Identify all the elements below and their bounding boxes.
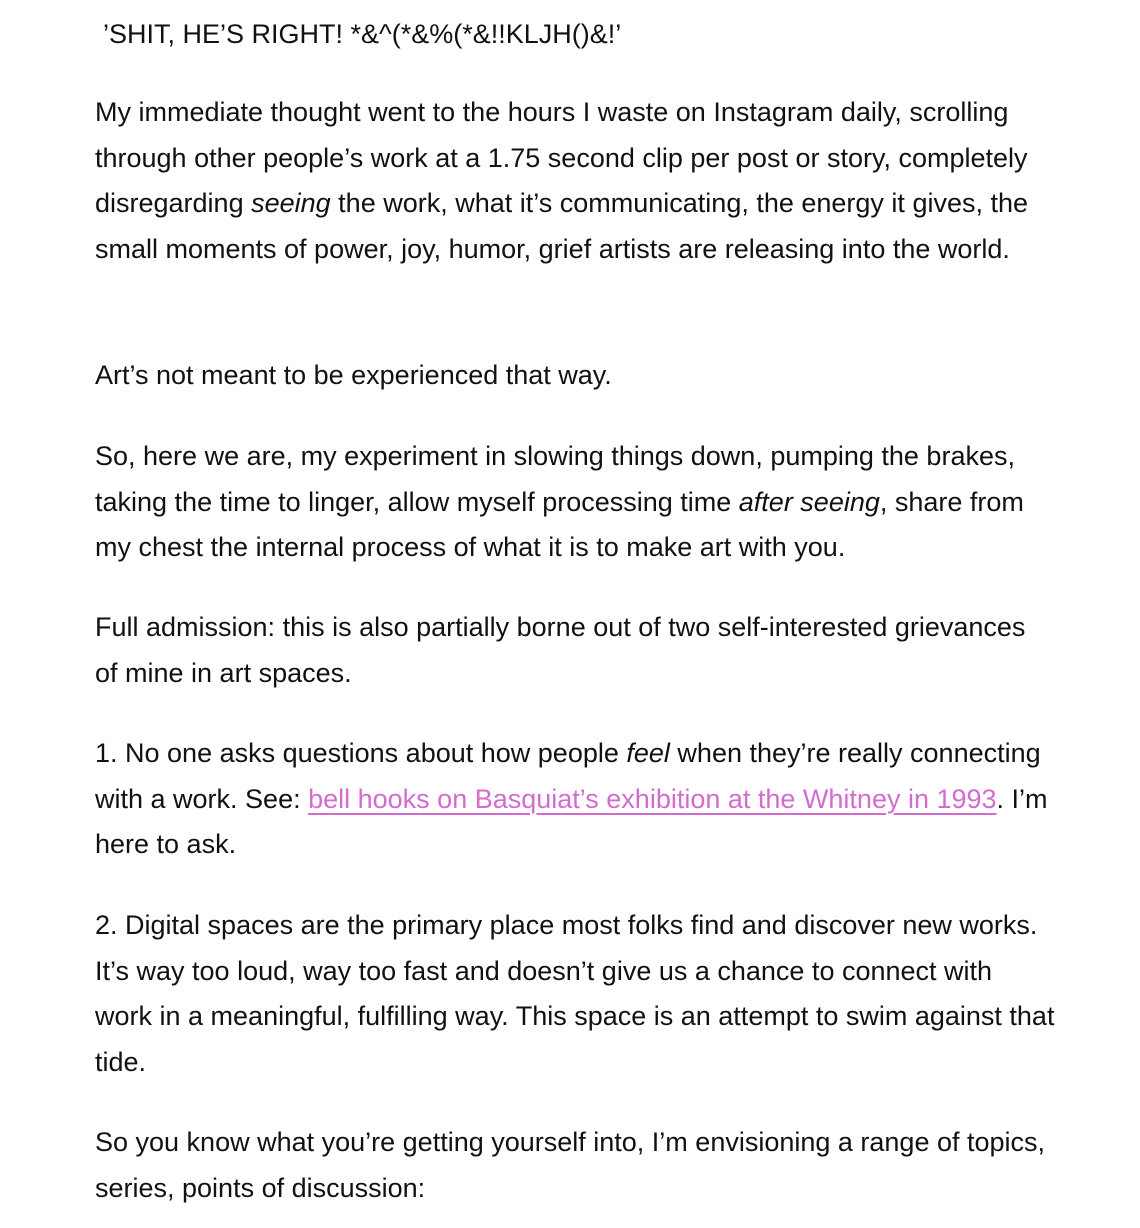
emphasis-text: after seeing xyxy=(738,486,880,517)
list-item-grievance-2: 2. Digital spaces are the primary place most folks find and discover new works. It’s way too loud, way too fast and doesn’t give us a chance to connect with work in a meaningful, fulfilling way. This space is an attempt to swim against that tide. xyxy=(95,910,1055,1077)
paragraph-range-of-topics: So you know what you’re getting yourself into, I’m envisioning a range of topics, series, points of discussion: xyxy=(95,1127,1046,1203)
paragraph-text: So, here we are, my experiment in slowing things down, pumping the brakes, taking the time to linger, allow myself processing time xyxy=(95,441,1015,517)
list-item-grievance-1 xyxy=(95,731,1055,868)
paragraph-slowing-down xyxy=(95,434,1055,571)
paragraph-art-not-meant: Art’s not meant to be experienced that way. xyxy=(95,360,612,390)
pull-quote: ’SHIT, HE’S RIGHT! *&^(*&%(*&!!KLJH()&!’ xyxy=(103,19,622,49)
paragraph-text: 1. No one asks questions about how people xyxy=(95,738,627,768)
paragraph-text: , share from my chest the internal process of what it is to make art with you. xyxy=(95,486,1024,562)
paragraph-text: when they’re really connecting with a work. See: xyxy=(95,738,1041,814)
paragraph-text: the work, what it’s communicating, the energy it gives, the small moments of power, joy, humor, grief artists are releasing into the world. xyxy=(95,188,1029,264)
paragraph-text: . I’m here to ask. xyxy=(95,783,1048,859)
emphasis-text: feel xyxy=(626,738,670,768)
paragraph-full-admission: Full admission: this is also partially borne out of two self-interested grievances of mine in art spaces. xyxy=(95,612,1026,688)
paragraph-instagram-thought xyxy=(95,90,1055,272)
paragraph-text: My immediate thought went to the hours I waste on Instagram daily, scrolling through other people’s work at a 1.75 second clip per post or story, completely disregarding xyxy=(95,97,1028,218)
bell-hooks-basquiat-link[interactable]: bell hooks on Basquiat’s exhibition at the Whitney in 1993 xyxy=(308,783,997,814)
emphasis-text: seeing xyxy=(251,188,331,218)
